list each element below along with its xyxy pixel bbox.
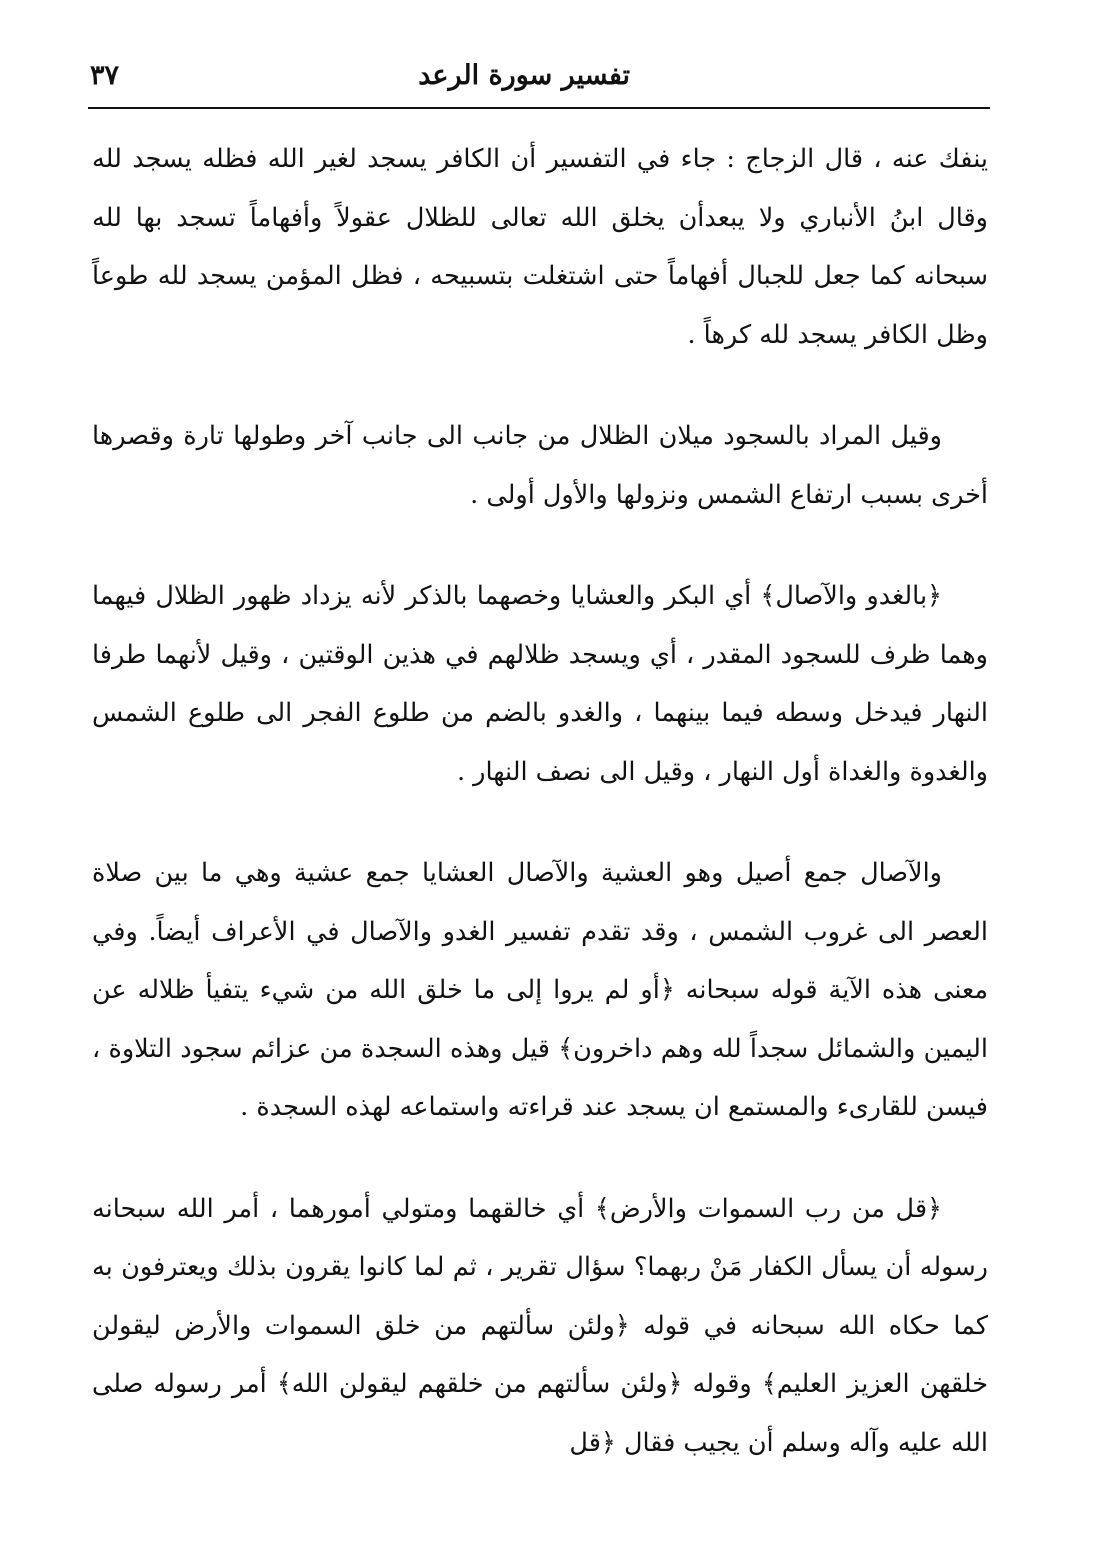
- paragraph-4: والآصال جمع أصيل وهو العشية والآصال العشايا جمع عشية وهي ما بين صلاة العصر الى غروب الشمس ، وقد تقدم تفسير الغدو والآصال في الأعراف أيضاً. وفي معنى هذه الآية قوله سبحانه ﴿أو لم يروا إلى ما خلق الله من شيء يتفيأ ظلاله عن اليمين والشمائل سجداً لله وهم داخرون﴾ قيل وهذه السجدة من عزائم سجود التلاوة ، فيسن للقارىء والمستمع ان يسجد عند قراءته واستماعه لهذه السجدة .: [92, 858, 988, 1122]
- paragraph-3: ﴿بالغدو والآصال﴾ أي البكر والعشايا وخصهما بالذكر لأنه يزداد ظهور الظلال فيهما وهما ظرف للسجود المقدر ، أي ويسجد ظلالهم في هذين الوقتين ، وقيل لأنهما طرفا النهار فيدخل وسطه فيما بينهما ، والغدو بالضم من طلوع الفجر الى طلوع الشمس والغدوة والغداة أول النهار ، وقيل الى نصف النهار .: [92, 581, 988, 787]
- paragraph-spacer: [92, 524, 988, 567]
- paragraph-5: ﴿قل من رب السموات والأرض﴾ أي خالقهما ومتولي أمورهما ، أمر الله سبحانه رسوله أن يسأل الكفار مَنْ ربهما؟ سؤال تقرير ، ثم لما كانوا يقرون بذلك ويعترفون به كما حكاه الله سبحانه في قوله ﴿ولئن سألتهم من خلق السموات والأرض ليقولن خلقهن العزيز العليم﴾ وقوله ﴿ولئن سألتهم من خلقهم ليقولن الله﴾ أمر رسوله صلى الله عليه وآله وسلم أن يجيب فقال ﴿قل: [92, 1193, 988, 1458]
- running-title: تفسير سورة الرعد: [418, 60, 630, 91]
- paragraph-1: ينفك عنه ، قال الزجاج : جاء في التفسير أن الكافر يسجد لغير الله فظله يسجد لله وقال ابنُ الأنباري ولا يبعدأن يخلق الله تعالى للظلال عقولاً وأفهاماً تسجد بها لله سبحانه كما جعل للجبال أفهاماً حتى اشتغلت بتسبيحه ، فظل المؤمن يسجد لله طوعاً وظل الكافر يسجد لله كرهاً .: [92, 144, 988, 350]
- body-text: [92, 130, 988, 1472]
- running-header: [88, 56, 990, 106]
- paragraph-spacer: [92, 801, 988, 844]
- paragraph-2: وقيل المراد بالسجود ميلان الظلال من جانب الى جانب آخر وطولها تارة وقصرها أخرى بسبب ارتفاع الشمس ونزولها والأول أولى .: [92, 421, 988, 510]
- paragraph-spacer: [92, 364, 988, 407]
- header-divider: [88, 107, 990, 109]
- paragraph-spacer: [92, 1137, 988, 1180]
- page-number: ٣٧: [90, 60, 120, 91]
